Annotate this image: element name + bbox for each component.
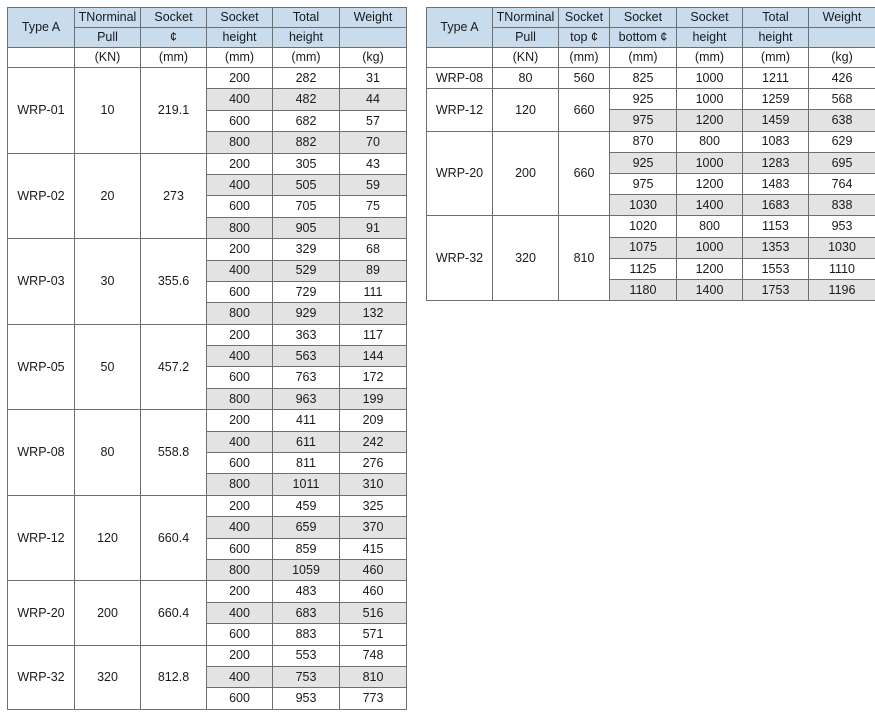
header-cell: Total (743, 8, 809, 28)
header-cell: height (273, 28, 340, 48)
header-cell: height (677, 28, 743, 48)
value-cell: 1153 (743, 216, 809, 237)
value-cell: 800 (207, 132, 273, 153)
group-top-cell: 560 (559, 68, 610, 89)
group-top-cell: 810 (559, 216, 610, 301)
value-cell: 200 (207, 68, 273, 89)
value-cell: 325 (340, 495, 407, 516)
value-cell: 800 (207, 303, 273, 324)
value-cell: 838 (809, 195, 875, 216)
value-cell: 460 (340, 559, 407, 580)
value-cell: 859 (273, 538, 340, 559)
value-cell: 200 (207, 581, 273, 602)
value-cell: 870 (610, 131, 677, 152)
value-cell: 1011 (273, 474, 340, 495)
group-type-cell: WRP-01 (8, 68, 75, 154)
value-cell: 811 (273, 453, 340, 474)
value-cell: 1259 (743, 89, 809, 110)
value-cell: 753 (273, 666, 340, 687)
value-cell: 953 (809, 216, 875, 237)
group-type-cell: WRP-02 (8, 153, 75, 239)
table-row (8, 324, 407, 345)
value-cell: 600 (207, 367, 273, 388)
value-cell: 929 (273, 303, 340, 324)
value-cell: 200 (207, 324, 273, 345)
left-table-body (8, 68, 407, 710)
value-cell: 600 (207, 453, 273, 474)
value-cell: 1059 (273, 559, 340, 580)
value-cell: 44 (340, 89, 407, 110)
value-cell: 57 (340, 110, 407, 131)
header-unit: (mm) (559, 48, 610, 68)
header-cell: Socket (141, 8, 207, 28)
value-cell: 1196 (809, 279, 875, 300)
value-cell: 172 (340, 367, 407, 388)
value-cell: 1353 (743, 237, 809, 258)
header-cell: Total (273, 8, 340, 28)
header-cell: Weight (809, 8, 875, 28)
value-cell: 925 (610, 89, 677, 110)
group-socket-cell: 812.8 (141, 645, 207, 709)
group-pull-cell: 320 (493, 216, 559, 301)
group-type-cell: WRP-08 (8, 410, 75, 496)
value-cell: 600 (207, 624, 273, 645)
group-top-cell: 660 (559, 89, 610, 131)
header-unit: (kg) (809, 48, 875, 68)
header-blank (8, 48, 75, 68)
header-type: Type A (427, 8, 493, 48)
group-socket-cell: 660.4 (141, 495, 207, 581)
value-cell: 764 (809, 173, 875, 194)
value-cell: 748 (340, 645, 407, 666)
value-cell: 975 (610, 110, 677, 131)
value-cell: 1483 (743, 173, 809, 194)
value-cell: 282 (273, 68, 340, 89)
header-unit: (mm) (743, 48, 809, 68)
table-row (8, 410, 407, 431)
value-cell: 200 (207, 495, 273, 516)
value-cell: 1030 (809, 237, 875, 258)
value-cell: 800 (207, 559, 273, 580)
group-socket-cell: 355.6 (141, 239, 207, 325)
group-pull-cell: 200 (493, 131, 559, 216)
value-cell: 276 (340, 453, 407, 474)
value-cell: 529 (273, 260, 340, 281)
value-cell: 400 (207, 89, 273, 110)
value-cell: 460 (340, 581, 407, 602)
value-cell: 89 (340, 260, 407, 281)
header-blank (427, 48, 493, 68)
group-pull-cell: 30 (75, 239, 141, 325)
value-cell: 1075 (610, 237, 677, 258)
table-row (8, 153, 407, 174)
table-row (8, 645, 407, 666)
value-cell: 132 (340, 303, 407, 324)
value-cell: 682 (273, 110, 340, 131)
value-cell: 825 (610, 68, 677, 89)
value-cell: 800 (677, 131, 743, 152)
value-cell: 1400 (677, 195, 743, 216)
value-cell: 611 (273, 431, 340, 452)
table-row (8, 581, 407, 602)
group-type-cell: WRP-05 (8, 324, 75, 410)
value-cell: 1000 (677, 89, 743, 110)
group-pull-cell: 120 (493, 89, 559, 131)
value-cell: 1200 (677, 110, 743, 131)
value-cell: 1400 (677, 279, 743, 300)
value-cell: 705 (273, 196, 340, 217)
header-unit: (mm) (207, 48, 273, 68)
group-pull-cell: 10 (75, 68, 141, 154)
header-cell: Socket (559, 8, 610, 28)
table-row (427, 131, 875, 152)
value-cell: 600 (207, 196, 273, 217)
value-cell: 1000 (677, 237, 743, 258)
value-cell: 800 (207, 388, 273, 409)
value-cell: 1125 (610, 258, 677, 279)
value-cell: 763 (273, 367, 340, 388)
header-unit: (mm) (141, 48, 207, 68)
header-unit: (KN) (75, 48, 141, 68)
value-cell: 144 (340, 346, 407, 367)
value-cell: 70 (340, 132, 407, 153)
value-cell: 305 (273, 153, 340, 174)
value-cell: 810 (340, 666, 407, 687)
value-cell: 200 (207, 645, 273, 666)
header-cell: height (207, 28, 273, 48)
value-cell: 1683 (743, 195, 809, 216)
group-top-cell: 660 (559, 131, 610, 216)
value-cell: 953 (273, 688, 340, 709)
value-cell: 59 (340, 174, 407, 195)
value-cell: 415 (340, 538, 407, 559)
header-cell: Socket (677, 8, 743, 28)
value-cell: 600 (207, 281, 273, 302)
header-cell: Socket (610, 8, 677, 28)
value-cell: 43 (340, 153, 407, 174)
group-socket-cell: 273 (141, 153, 207, 239)
value-cell: 629 (809, 131, 875, 152)
value-cell: 1753 (743, 279, 809, 300)
value-cell: 111 (340, 281, 407, 302)
value-cell: 882 (273, 132, 340, 153)
header-cell: TNorminal (493, 8, 559, 28)
group-type-cell: WRP-03 (8, 239, 75, 325)
value-cell: 329 (273, 239, 340, 260)
header-cell: TNorminal (75, 8, 141, 28)
group-type-cell: WRP-12 (427, 89, 493, 131)
group-type-cell: WRP-20 (427, 131, 493, 216)
value-cell: 400 (207, 666, 273, 687)
header-cell: Weight (340, 8, 407, 28)
value-cell: 1200 (677, 258, 743, 279)
group-socket-cell: 660.4 (141, 581, 207, 645)
left-table-header (8, 8, 407, 68)
group-pull-cell: 20 (75, 153, 141, 239)
group-type-cell: WRP-12 (8, 495, 75, 581)
value-cell: 370 (340, 517, 407, 538)
header-cell: height (743, 28, 809, 48)
value-cell: 1000 (677, 68, 743, 89)
table-row (8, 495, 407, 516)
header-cell: ¢ (141, 28, 207, 48)
value-cell: 600 (207, 538, 273, 559)
value-cell: 1211 (743, 68, 809, 89)
header-unit: (mm) (610, 48, 677, 68)
group-socket-cell: 558.8 (141, 410, 207, 496)
group-type-cell: WRP-32 (8, 645, 75, 709)
value-cell: 310 (340, 474, 407, 495)
value-cell: 242 (340, 431, 407, 452)
value-cell: 516 (340, 602, 407, 623)
value-cell: 1110 (809, 258, 875, 279)
value-cell: 426 (809, 68, 875, 89)
value-cell: 1020 (610, 216, 677, 237)
value-cell: 363 (273, 324, 340, 345)
header-unit: (mm) (677, 48, 743, 68)
value-cell: 31 (340, 68, 407, 89)
value-cell: 975 (610, 173, 677, 194)
header-cell: Pull (75, 28, 141, 48)
value-cell: 800 (677, 216, 743, 237)
value-cell: 400 (207, 260, 273, 281)
header-cell: Pull (493, 28, 559, 48)
right-table-header (427, 8, 875, 68)
value-cell: 117 (340, 324, 407, 345)
value-cell: 638 (809, 110, 875, 131)
value-cell: 505 (273, 174, 340, 195)
header-type: Type A (8, 8, 75, 48)
value-cell: 600 (207, 110, 273, 131)
header-cell: bottom ¢ (610, 28, 677, 48)
value-cell: 683 (273, 602, 340, 623)
table-row (8, 239, 407, 260)
value-cell: 199 (340, 388, 407, 409)
value-cell: 200 (207, 239, 273, 260)
value-cell: 75 (340, 196, 407, 217)
value-cell: 553 (273, 645, 340, 666)
value-cell: 568 (809, 89, 875, 110)
value-cell: 483 (273, 581, 340, 602)
group-socket-cell: 457.2 (141, 324, 207, 410)
group-type-cell: WRP-20 (8, 581, 75, 645)
value-cell: 571 (340, 624, 407, 645)
value-cell: 659 (273, 517, 340, 538)
value-cell: 400 (207, 174, 273, 195)
value-cell: 800 (207, 474, 273, 495)
group-pull-cell: 80 (493, 68, 559, 89)
left-spec-table (7, 7, 407, 710)
value-cell: 91 (340, 217, 407, 238)
value-cell: 925 (610, 152, 677, 173)
header-unit: (kg) (340, 48, 407, 68)
value-cell: 200 (207, 410, 273, 431)
header-unit: (mm) (273, 48, 340, 68)
table-row (427, 216, 875, 237)
header-cell (340, 28, 407, 48)
table-row (8, 68, 407, 89)
value-cell: 600 (207, 688, 273, 709)
value-cell: 1000 (677, 152, 743, 173)
value-cell: 1083 (743, 131, 809, 152)
value-cell: 563 (273, 346, 340, 367)
value-cell: 1459 (743, 110, 809, 131)
value-cell: 905 (273, 217, 340, 238)
value-cell: 729 (273, 281, 340, 302)
value-cell: 883 (273, 624, 340, 645)
group-pull-cell: 80 (75, 410, 141, 496)
value-cell: 1200 (677, 173, 743, 194)
group-type-cell: WRP-32 (427, 216, 493, 301)
group-pull-cell: 320 (75, 645, 141, 709)
value-cell: 400 (207, 346, 273, 367)
right-table-body (427, 68, 875, 301)
value-cell: 1283 (743, 152, 809, 173)
value-cell: 773 (340, 688, 407, 709)
value-cell: 1553 (743, 258, 809, 279)
value-cell: 963 (273, 388, 340, 409)
group-socket-cell: 219.1 (141, 68, 207, 154)
value-cell: 411 (273, 410, 340, 431)
table-row (427, 68, 875, 89)
table-row (427, 89, 875, 110)
value-cell: 1030 (610, 195, 677, 216)
value-cell: 209 (340, 410, 407, 431)
group-pull-cell: 50 (75, 324, 141, 410)
value-cell: 482 (273, 89, 340, 110)
header-cell (809, 28, 875, 48)
value-cell: 1180 (610, 279, 677, 300)
group-pull-cell: 120 (75, 495, 141, 581)
value-cell: 400 (207, 517, 273, 538)
value-cell: 68 (340, 239, 407, 260)
value-cell: 200 (207, 153, 273, 174)
value-cell: 400 (207, 602, 273, 623)
value-cell: 800 (207, 217, 273, 238)
header-unit: (KN) (493, 48, 559, 68)
header-cell: Socket (207, 8, 273, 28)
header-cell: top ¢ (559, 28, 610, 48)
group-type-cell: WRP-08 (427, 68, 493, 89)
group-pull-cell: 200 (75, 581, 141, 645)
value-cell: 695 (809, 152, 875, 173)
value-cell: 459 (273, 495, 340, 516)
right-spec-table (426, 7, 875, 301)
value-cell: 400 (207, 431, 273, 452)
